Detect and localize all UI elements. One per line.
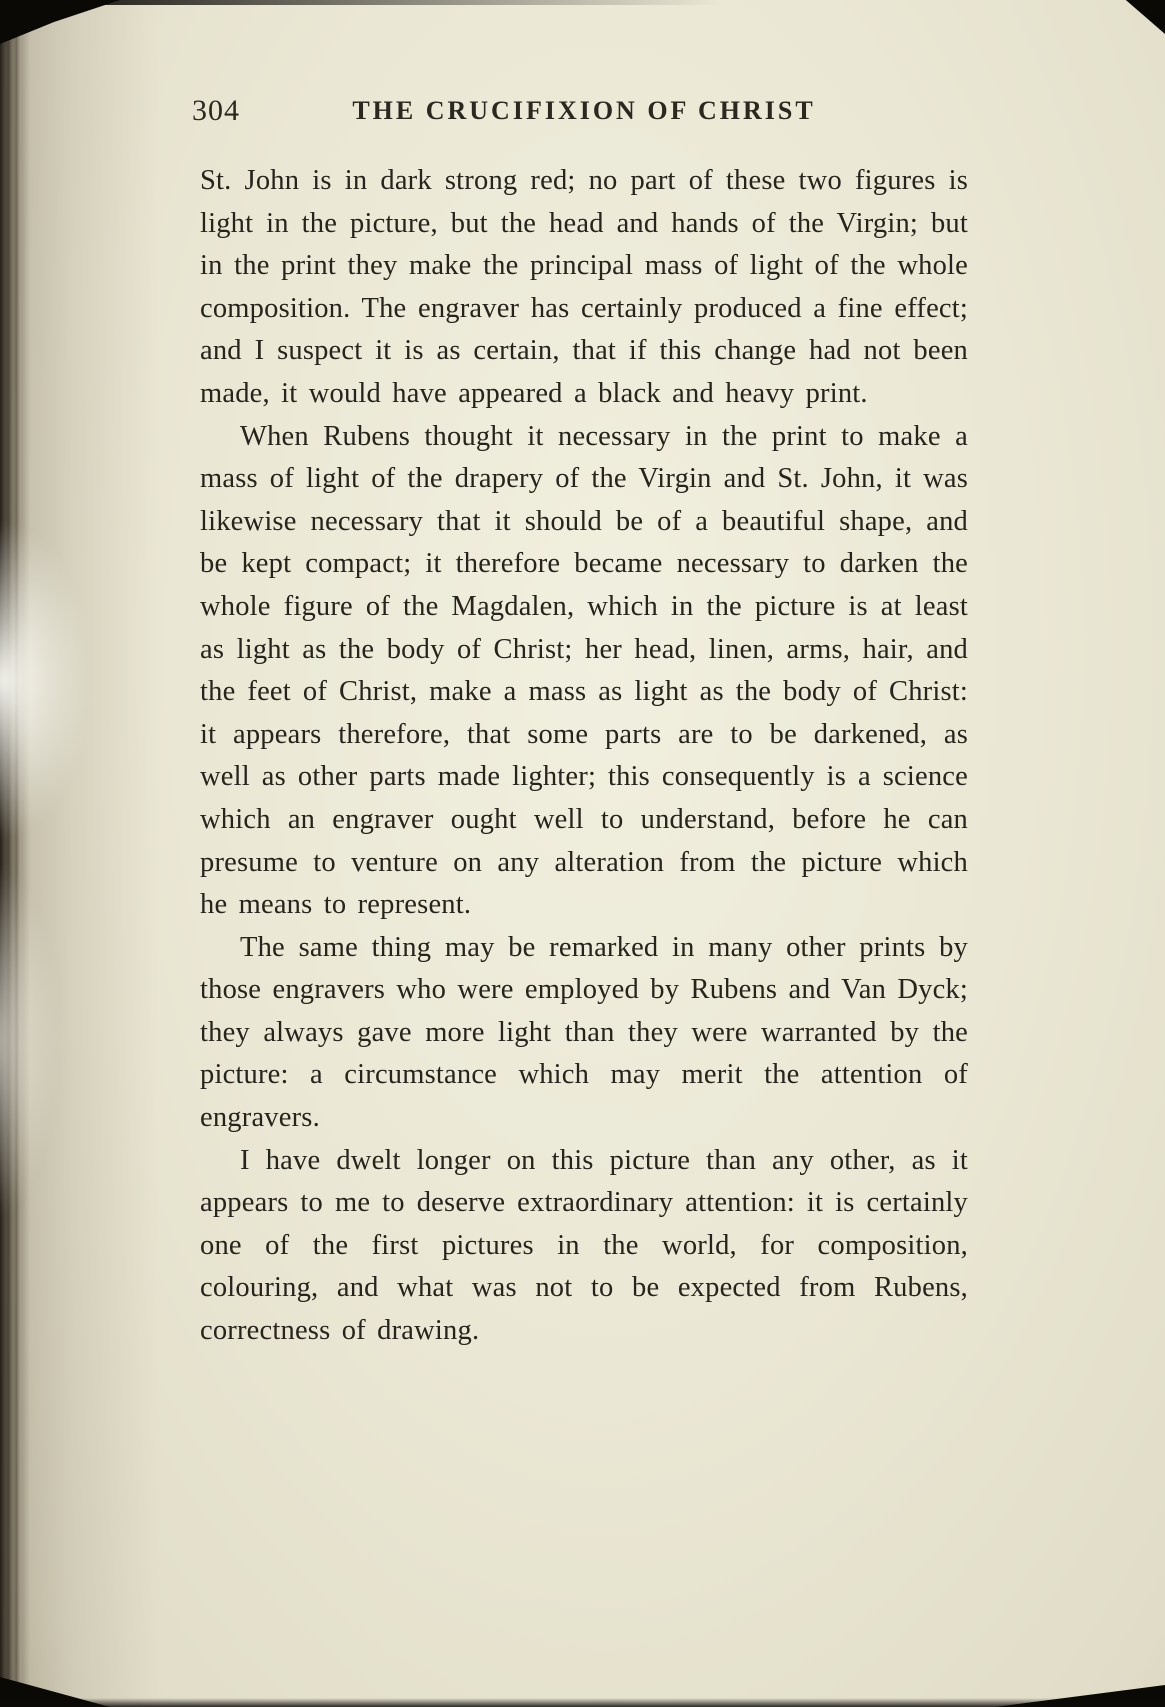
page-edge-highlight — [0, 520, 92, 840]
page-edge-shadow — [0, 0, 30, 1707]
paragraph: When Rubens thought it necessary in the print to make a mass of light of the drapery of the Virgin and St. John, it was likewise necessary that it should be of a beautiful shape, and be kept compact; it therefore became necessary to darken the whole figure of the Magdalen, which in the picture is at least as light as the body of Christ; her head, linen, arms, hair, and the feet of Christ, make a mass as light as the body of Christ: it appears therefore, that some parts are to be darkened, as well as other parts made lighter; this consequently is a science which an engraver ought well to understand, before he can presume to venture on any alteration from the picture which he means to represent. — [200, 420, 968, 921]
scan-top-edge — [0, 0, 722, 5]
running-header: THE CRUCIFIXION OF CHRIST — [352, 96, 816, 125]
scan-corner-top-right — [1109, 0, 1165, 34]
page-header-row — [192, 92, 968, 136]
scan-corner-top-left — [0, 0, 120, 44]
paragraph: St. John is in dark strong red; no part of these two figures is light in the picture, but the head and hands of the Virgin; but in the print they make the principal mass of light of the whole composition. The engraver has certainly produced a fine effect; and I suspect it is as certain, that if this change had not been made, it would have appeared a black and heavy print. — [200, 165, 968, 409]
scan-corner-bottom-left — [0, 1677, 110, 1707]
page-edge-highlight-lower — [0, 860, 60, 1220]
scan-bottom-edge — [0, 1698, 1165, 1707]
page-edge-streaks — [0, 0, 22, 1707]
page-number: 304 — [192, 94, 240, 127]
body-text — [200, 160, 968, 1353]
page-text-block — [192, 92, 968, 1353]
paragraph: I have dwelt longer on this picture than any other, as it appears to me to deserve extraordinary attention: it is certainly one of the first pictures in the world, for composition, colouring, and what was not to be expected from Rubens, correctness of drawing. — [200, 1144, 968, 1347]
scan-corner-bottom-right — [995, 1685, 1165, 1707]
gutter-shadow — [0, 0, 160, 1707]
paragraph: The same thing may be remarked in many other prints by those engravers who were employed by Rubens and Van Dyck; they always gave more light than they were warranted by the picture: a circumstance which may merit the attention of engravers. — [200, 931, 968, 1134]
